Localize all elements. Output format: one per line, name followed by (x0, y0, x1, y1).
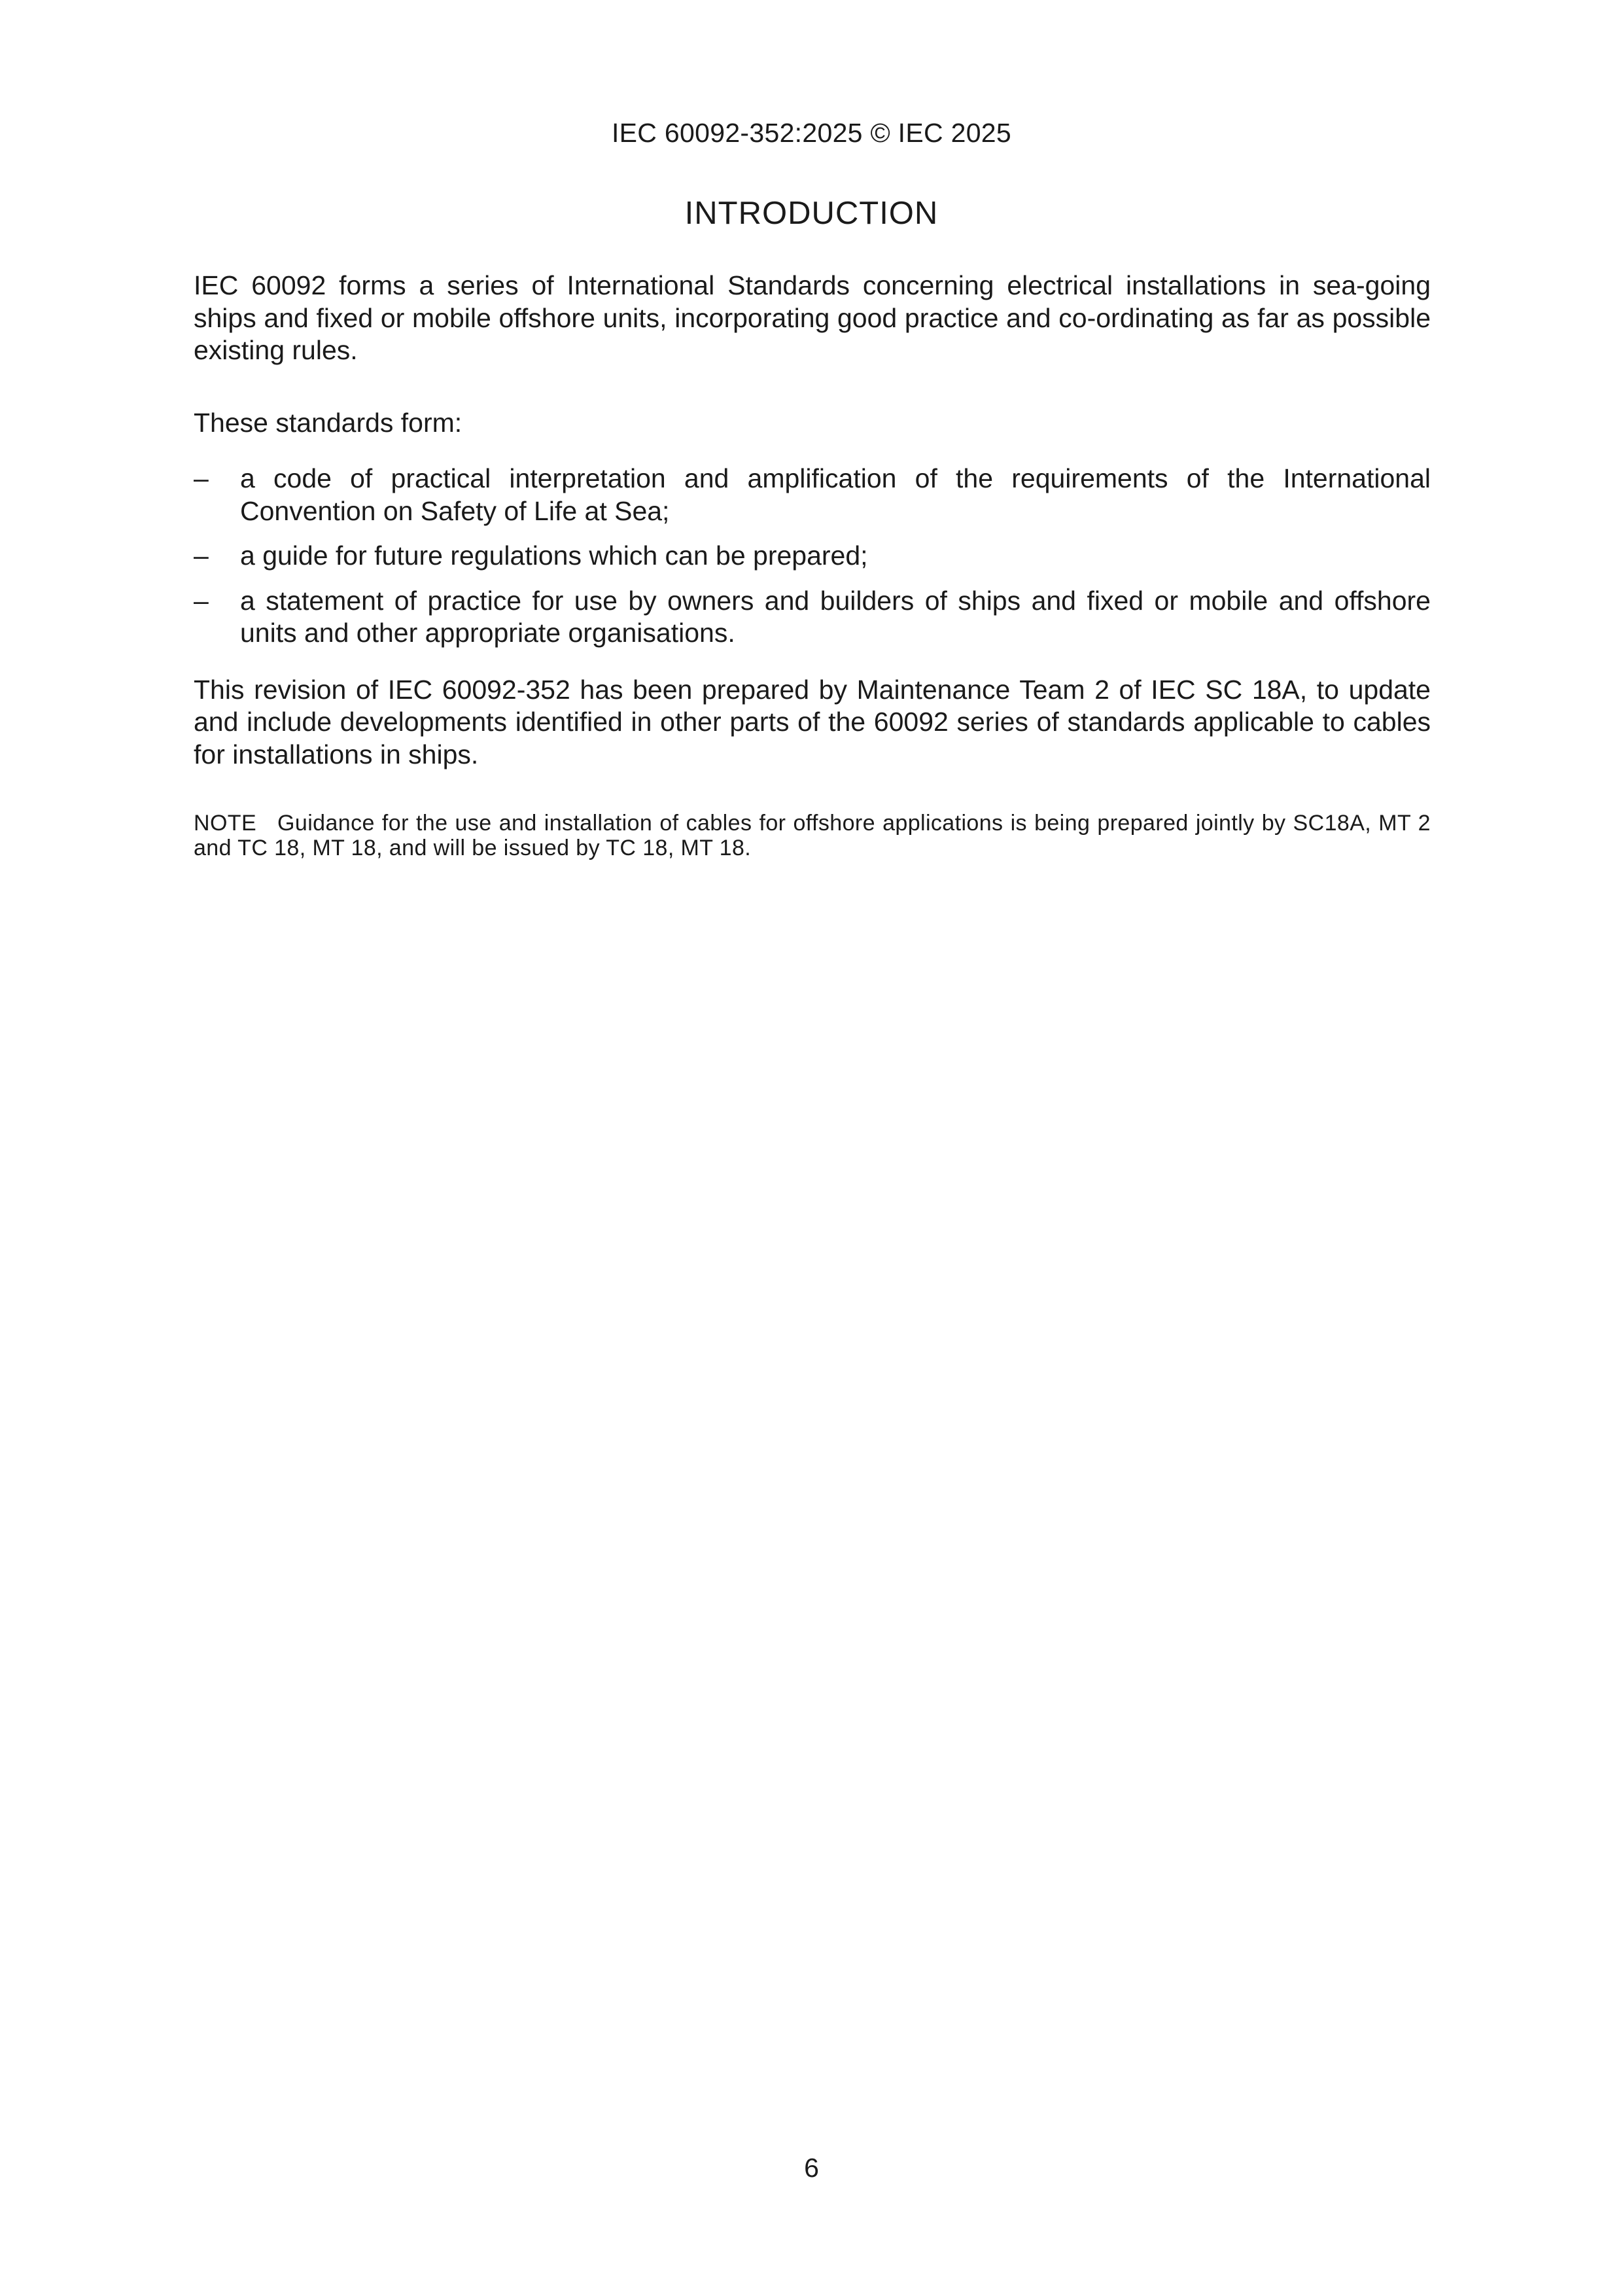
intro-paragraph: IEC 60092 forms a series of International Standards concerning electrical installations in sea-going ships and fixed or mobile offshore units, incorporating good practice and co-ordinating as far as possible existing rules. (194, 270, 1431, 365)
note-text: Guidance for the use and installation of cables for offshore applications is being prepared jointly by SC18A, MT 2 and TC 18, MT 18, and will be issued by TC 18, MT 18. (194, 811, 1431, 860)
body-content (194, 270, 1431, 860)
section-title: INTRODUCTION (684, 196, 939, 231)
list-item-text: a statement of practice for use by owners and builders of ships and fixed or mobile and offshore units and other appropriate organisations. (240, 585, 1431, 648)
list-item (194, 463, 1431, 527)
list-item (194, 585, 1431, 650)
note-label: NOTE (194, 811, 257, 836)
page-number: 6 (804, 2153, 819, 2183)
lead-paragraph: These standards form: (194, 407, 462, 438)
list-item (194, 540, 1431, 573)
list-item-text: a code of practical interpretation and amplification of the requirements of the International Convention on Safety of Life at Sea; (240, 463, 1431, 526)
list-dash: – (194, 463, 209, 493)
running-header: IEC 60092-352:2025 © IEC 2025 (611, 118, 1012, 148)
list-dash: – (194, 540, 209, 571)
list-dash: – (194, 585, 209, 616)
list-item-text: a guide for future regulations which can be prepared; (240, 540, 868, 571)
standards-list (194, 463, 1431, 650)
note-paragraph (194, 811, 1431, 860)
revision-paragraph: This revision of IEC 60092-352 has been prepared by Maintenance Team 2 of IEC SC 18A, to update and include developments identified in other parts of the 60092 series of standards applicable to cables for installations in ships. (194, 674, 1431, 769)
